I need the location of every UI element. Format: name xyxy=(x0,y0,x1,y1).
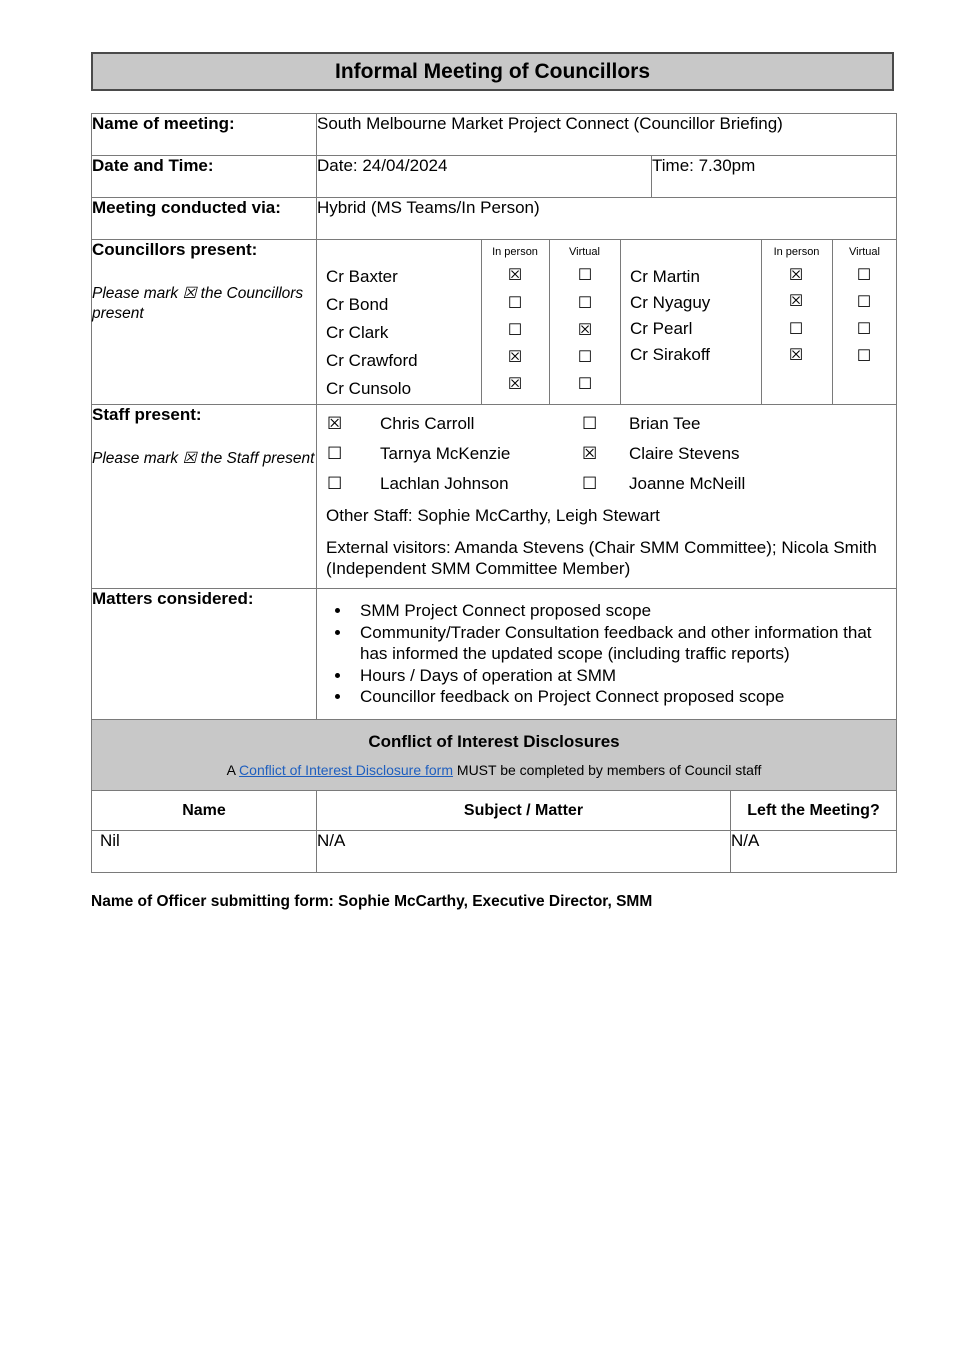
staff-name: Tarnya McKenzie xyxy=(380,444,511,463)
virtual-checkbox[interactable]: ☒ xyxy=(577,322,593,339)
date-time-row xyxy=(92,156,897,198)
councillors-note: Please mark ☒ the Councillors present xyxy=(92,285,304,322)
coi-row xyxy=(92,831,897,873)
virtual-checkbox[interactable]: ☐ xyxy=(856,348,872,365)
councillors-label: Councillors present: xyxy=(92,240,258,259)
matter-item: • Community/Trader Consultation feedback and other information that has informed the updated scope (including traffic reports) xyxy=(352,622,876,665)
coi-instruction-suffix: MUST be completed by members of Council staff xyxy=(453,762,762,778)
date-time-label: Date and Time: xyxy=(92,156,317,198)
councillor-name: Cr Cunsolo xyxy=(326,379,412,398)
councillor-name: Cr Martin xyxy=(630,267,700,286)
meeting-form-table xyxy=(91,113,897,873)
in-person-checkbox[interactable]: ☒ xyxy=(507,267,523,284)
staff-grid-cell xyxy=(317,405,897,589)
staff-label: Staff present: xyxy=(92,405,202,424)
virtual-checkbox[interactable]: ☐ xyxy=(577,295,593,312)
virtual-checkbox[interactable]: ☐ xyxy=(856,267,872,284)
other-staff: Other Staff: Sophie McCarthy, Leigh Stewart xyxy=(326,506,660,525)
councillor-name: Cr Clark xyxy=(326,323,389,342)
virtual-checkbox[interactable]: ☐ xyxy=(577,267,593,284)
coi-header xyxy=(92,720,897,791)
staff-checkbox[interactable]: ☒ xyxy=(582,444,598,463)
staff-checkbox[interactable]: ☐ xyxy=(582,414,598,433)
staff-row xyxy=(92,405,897,589)
councillor-name: Cr Crawford xyxy=(326,351,418,370)
coi-left-meeting: N/A xyxy=(731,831,897,873)
conducted-via-value: Hybrid (MS Teams/In Person) xyxy=(317,198,897,240)
col-header-left-meeting: Left the Meeting? xyxy=(731,791,897,831)
coi-column-header-row xyxy=(92,791,897,831)
staff-name: Chris Carroll xyxy=(380,414,475,433)
matter-item: • Councillor feedback on Project Connect proposed scope xyxy=(352,686,876,708)
matters-label: Matters considered: xyxy=(92,589,317,720)
header-in-person-right: In person xyxy=(773,246,820,258)
time-value: Time: 7.30pm xyxy=(652,156,897,198)
staff-checkbox[interactable]: ☐ xyxy=(582,474,598,493)
coi-form-link[interactable]: Conflict of Interest Disclosure form xyxy=(239,762,454,778)
councillors-grid xyxy=(317,240,896,404)
coi-instruction xyxy=(92,752,896,778)
meeting-name-value: South Melbourne Market Project Connect (Councillor Briefing) xyxy=(317,114,897,156)
councillors-grid-cell xyxy=(317,240,897,405)
coi-instruction-prefix: A xyxy=(226,762,240,778)
coi-header-row xyxy=(92,720,897,791)
form-title: Informal Meeting of Councillors xyxy=(91,52,894,91)
in-person-checkbox[interactable]: ☐ xyxy=(507,322,523,339)
in-person-checkbox[interactable]: ☐ xyxy=(788,321,804,338)
matters-list xyxy=(325,600,876,708)
in-person-checkbox[interactable]: ☒ xyxy=(788,293,804,310)
virtual-checkbox[interactable]: ☐ xyxy=(577,349,593,366)
councillors-row xyxy=(92,240,897,405)
coi-subject: N/A xyxy=(317,831,731,873)
staff-label-cell xyxy=(92,405,317,589)
virtual-checkbox[interactable]: ☐ xyxy=(856,321,872,338)
staff-checkbox[interactable]: ☐ xyxy=(327,474,343,493)
in-person-checkbox[interactable]: ☐ xyxy=(507,295,523,312)
meeting-name-row xyxy=(92,114,897,156)
councillor-name: Cr Pearl xyxy=(630,319,693,338)
conducted-via-row xyxy=(92,198,897,240)
conducted-via-label: Meeting conducted via: xyxy=(92,198,317,240)
external-visitors: External visitors: Amanda Stevens (Chair SMM Committee); Nicola Smith (Independent SMM Committee Member) xyxy=(326,538,877,578)
matter-item: • SMM Project Connect proposed scope xyxy=(352,600,876,622)
in-person-checkbox[interactable]: ☒ xyxy=(507,349,523,366)
councillors-label-cell xyxy=(92,240,317,405)
date-value: Date: 24/04/2024 xyxy=(317,156,652,198)
staff-note: Please mark ☒ the Staff present xyxy=(92,450,315,467)
matters-row xyxy=(92,589,897,720)
submitting-officer: Name of Officer submitting form: Sophie McCarthy, Executive Director, SMM xyxy=(91,893,653,910)
matters-cell xyxy=(317,589,897,720)
staff-name: Lachlan Johnson xyxy=(380,474,509,493)
header-virtual: Virtual xyxy=(569,246,600,258)
councillor-name: Cr Sirakoff xyxy=(630,345,710,364)
matter-item: • Hours / Days of operation at SMM xyxy=(352,665,876,687)
meeting-name-label: Name of meeting: xyxy=(92,114,317,156)
col-header-subject: Subject / Matter xyxy=(317,791,731,831)
virtual-checkbox[interactable]: ☐ xyxy=(856,294,872,311)
councillor-name: Cr Nyaguy xyxy=(630,293,711,312)
staff-checkbox[interactable]: ☒ xyxy=(327,414,343,433)
councillor-name: Cr Baxter xyxy=(326,267,398,286)
staff-grid xyxy=(317,405,896,587)
staff-name: Claire Stevens xyxy=(629,444,740,463)
coi-name: Nil xyxy=(92,831,317,873)
header-in-person: In person xyxy=(492,246,538,258)
in-person-checkbox[interactable]: ☒ xyxy=(788,347,804,364)
in-person-checkbox[interactable]: ☒ xyxy=(507,376,523,393)
coi-title: Conflict of Interest Disclosures xyxy=(368,732,620,751)
in-person-checkbox[interactable]: ☒ xyxy=(788,267,804,284)
staff-name: Brian Tee xyxy=(629,414,701,433)
staff-checkbox[interactable]: ☐ xyxy=(327,444,343,463)
staff-name: Joanne McNeill xyxy=(629,474,746,493)
col-header-name: Name xyxy=(92,791,317,831)
header-virtual-right: Virtual xyxy=(849,246,880,258)
councillor-name: Cr Bond xyxy=(326,295,389,314)
virtual-checkbox[interactable]: ☐ xyxy=(577,376,593,393)
